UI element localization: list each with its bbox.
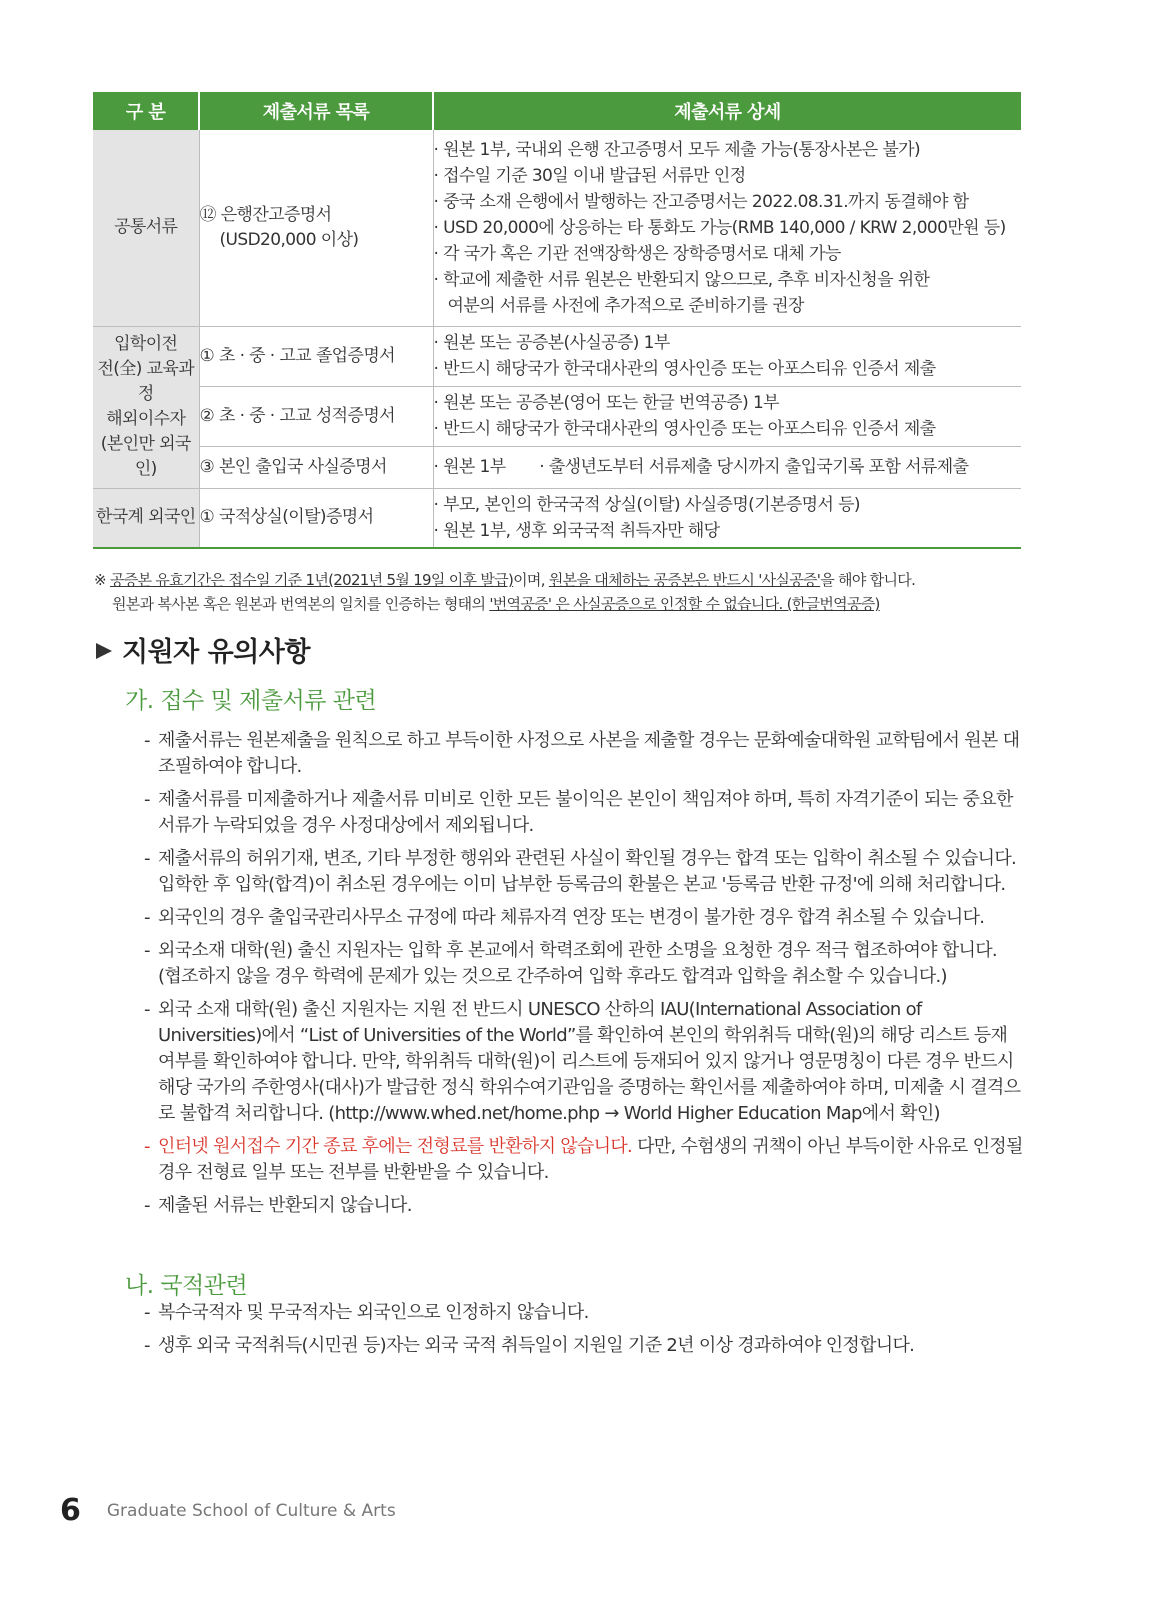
section-title-text: 지원자 유의사항 <box>122 637 310 668</box>
detail-line: · 원본 1부, 생후 외국국적 취득자만 해당 <box>433 520 720 541</box>
category-common: 공통서류 <box>93 130 199 326</box>
note-text: 원본과 복사본 혹은 원본과 번역본의 일치를 인증하는 형태의 <box>112 595 490 613</box>
detail-immigration-record <box>433 446 1021 488</box>
item-graduation-cert: ① 초 · 중 · 고교 졸업증명서 <box>199 326 433 386</box>
detail-line: · 부모, 본인의 한국국적 상실(이탈) 사실증명(기본증명서 등) <box>433 494 860 515</box>
list-item-text: 외국 소재 대학(원) 출신 지원자는 지원 전 반드시 UNESCO 산하의 IAU(International Association of Universities)에서 “List of Universities of the World”를 확인하여 본인의 학위취득 대학(원)의 해당 리스트 등재 여부를 확인하여야 합니다. 만약, 학위취득 대학(원)이 리스트에 등재되어 있지 않거나 영문명칭이 다른 경우 반드시 해당 국가의 주한영사(대사)가 발급한 정식 학위수여기관임을 증명하는 확인서를 제출하여야 하며, 미제출 시 결격으로 불합격 처리합니다. (http://www.whed.net/home.php → World Higher Education Map에서 확인) <box>158 999 1021 1124</box>
item-line: (USD20,000 이상) <box>219 229 359 250</box>
note-text: 을 해야 합니다. <box>820 571 916 589</box>
list-item-text: 제출서류는 원본제출을 원칙으로 하고 부득이한 사정으로 사본을 제출할 경우는 문화예술대학원 교학팀에서 원본 대조필하여야 합니다. <box>158 730 1020 777</box>
section-title <box>96 630 310 669</box>
detail-line: · 접수일 기준 30일 이내 발급된 서류만 인정 <box>433 165 746 186</box>
page-number: 6 <box>60 1493 81 1528</box>
table-row <box>93 326 1021 386</box>
list-a <box>144 728 1024 1226</box>
triangle-bullet-icon <box>96 643 112 659</box>
note-line-2 <box>94 592 1034 616</box>
notarization-note <box>94 568 1034 616</box>
header-details: 제출서류 상세 <box>433 92 1021 130</box>
documents-table-wrap <box>93 92 1021 549</box>
item-bank-balance <box>199 130 433 326</box>
table-row <box>93 386 1021 446</box>
list-item <box>144 905 1024 931</box>
list-item <box>144 728 1024 780</box>
category-line: (본인만 외국인) <box>100 434 191 479</box>
dash-bullet: - <box>144 1335 150 1356</box>
dash-bullet: - <box>144 999 150 1020</box>
list-item-text: 복수국적자 및 무국적자는 외국인으로 인정하지 않습니다. <box>158 1302 589 1323</box>
table-row <box>93 488 1021 548</box>
detail-line: · 중국 소재 은행에서 발행하는 잔고증명서는 2022.08.31.까지 동결해야 함 <box>433 191 969 212</box>
detail-line: · 원본 1부 · 출생년도부터 서류제출 당시까지 출입국기록 포함 서류제출 <box>433 457 969 477</box>
category-line: 입학이전 <box>114 334 178 354</box>
table-row <box>93 130 1021 326</box>
list-item-text: 다만, 수험생의 귀책이 아닌 부득이한 사유로 인정될 경우 전형료 일부 또는 전부를 반환받을 수 있습니다. <box>158 1136 1023 1183</box>
page-footer <box>60 1493 396 1528</box>
detail-line: · 원본 또는 공증본(영어 또는 한글 번역공증) 1부 <box>433 393 780 413</box>
list-item <box>144 1333 1024 1359</box>
detail-nationality-loss <box>433 488 1021 548</box>
header-items: 제출서류 목록 <box>199 92 433 130</box>
dash-bullet: - <box>144 1136 150 1157</box>
table-header-row <box>93 92 1021 130</box>
dash-bullet: - <box>144 730 150 751</box>
school-name: Graduate School of Culture & Arts <box>106 1500 396 1521</box>
note-mark: ※ <box>94 571 110 589</box>
list-item-text: 제출된 서류는 반환되지 않습니다. <box>158 1195 412 1216</box>
refund-warning-text: 인터넷 원서접수 기간 종료 후에는 전형료를 반환하지 않습니다. <box>158 1136 633 1157</box>
item-nationality-loss: ① 국적상실(이탈)증명서 <box>199 488 433 548</box>
note-underline: 원본을 대체하는 공증본은 반드시 '사실공증' <box>548 571 821 589</box>
subsection-b-title: 나. 국적관련 <box>125 1273 248 1299</box>
note-line-1 <box>94 568 1034 592</box>
note-text: 이며, <box>513 571 549 589</box>
list-item <box>144 1300 1024 1326</box>
dash-bullet: - <box>144 789 150 810</box>
list-item <box>144 1134 1024 1186</box>
list-item <box>144 1193 1024 1219</box>
detail-line: · 반드시 해당국가 한국대사관의 영사인증 또는 아포스티유 인증서 제출 <box>433 359 936 379</box>
detail-line: · 반드시 해당국가 한국대사관의 영사인증 또는 아포스티유 인증서 제출 <box>433 419 936 439</box>
category-prior-education <box>93 326 199 488</box>
subsection-a-title: 가. 접수 및 제출서류 관련 <box>125 688 377 714</box>
list-item <box>144 846 1024 898</box>
detail-line: · 원본 또는 공증본(사실공증) 1부 <box>433 333 670 353</box>
documents-table <box>93 92 1021 549</box>
detail-transcript <box>433 386 1021 446</box>
detail-line: · USD 20,000에 상응하는 타 통화도 가능(RMB 140,000 / KRW 2,000만원 등) <box>433 217 1006 238</box>
table-row <box>93 446 1021 488</box>
detail-line: 여분의 서류를 사전에 추가적으로 준비하기를 권장 <box>447 295 804 316</box>
detail-graduation-cert <box>433 326 1021 386</box>
list-item-text: 외국소재 대학(원) 출신 지원자는 입학 후 본교에서 학력조회에 관한 소명을 요청한 경우 적극 협조하여야 합니다. (협조하지 않을 경우 학력에 문제가 있는 것으로 간주하여 입학 후라도 합격과 입학을 취소할 수 있습니다.) <box>158 940 997 987</box>
note-underline: '번역공증' 은 사실공증으로 인정할 수 없습니다. (한글번역공증) <box>489 595 880 613</box>
list-item-text: 생후 외국 국적취득(시민권 등)자는 외국 국적 취득일이 지원일 기준 2년 이상 경과하여야 인정합니다. <box>158 1335 915 1356</box>
header-category: 구 분 <box>93 92 199 130</box>
list-item <box>144 997 1024 1127</box>
dash-bullet: - <box>144 1302 150 1323</box>
list-item <box>144 787 1024 839</box>
dash-bullet: - <box>144 1195 150 1216</box>
category-line: 해외이수자 <box>106 409 186 429</box>
category-line: 전(全) 교육과정 <box>97 359 195 404</box>
list-b <box>144 1300 1024 1366</box>
detail-line: · 원본 1부, 국내외 은행 잔고증명서 모두 제출 가능(통장사본은 불가) <box>433 139 920 160</box>
item-line: ⑫ 은행잔고증명서 <box>199 204 332 225</box>
dash-bullet: - <box>144 940 150 961</box>
item-immigration-record: ③ 본인 출입국 사실증명서 <box>199 446 433 488</box>
dash-bullet: - <box>144 848 150 869</box>
list-item-text: 제출서류를 미제출하거나 제출서류 미비로 인한 모든 불이익은 본인이 책임져야 하며, 특히 자격기준이 되는 중요한 서류가 누락되었을 경우 사정대상에서 제외됩니다. <box>158 789 1013 836</box>
list-item-text: 외국인의 경우 출입국관리사무소 규정에 따라 체류자격 연장 또는 변경이 불가한 경우 합격 취소될 수 있습니다. <box>158 907 985 928</box>
detail-line: · 각 국가 혹은 기관 전액장학생은 장학증명서로 대체 가능 <box>433 243 841 264</box>
detail-bank-balance <box>433 130 1021 326</box>
category-korean-foreigner: 한국계 외국인 <box>93 488 199 548</box>
list-item-text: 제출서류의 허위기재, 변조, 기타 부정한 행위와 관련된 사실이 확인될 경우는 합격 또는 입학이 취소될 수 있습니다. 입학한 후 입학(합격)이 취소된 경우에는 이미 납부한 등록금의 환불은 본교 '등록금 반환 규정'에 의해 처리합니다. <box>158 848 1017 895</box>
item-transcript: ② 초 · 중 · 고교 성적증명서 <box>199 386 433 446</box>
detail-line: · 학교에 제출한 서류 원본은 반환되지 않으므로, 추후 비자신청을 위한 <box>433 269 930 290</box>
note-underline: 공증본 유효기간은 접수일 기준 1년(2021년 5월 19일 이후 발급) <box>109 571 514 589</box>
list-item <box>144 938 1024 990</box>
dash-bullet: - <box>144 907 150 928</box>
